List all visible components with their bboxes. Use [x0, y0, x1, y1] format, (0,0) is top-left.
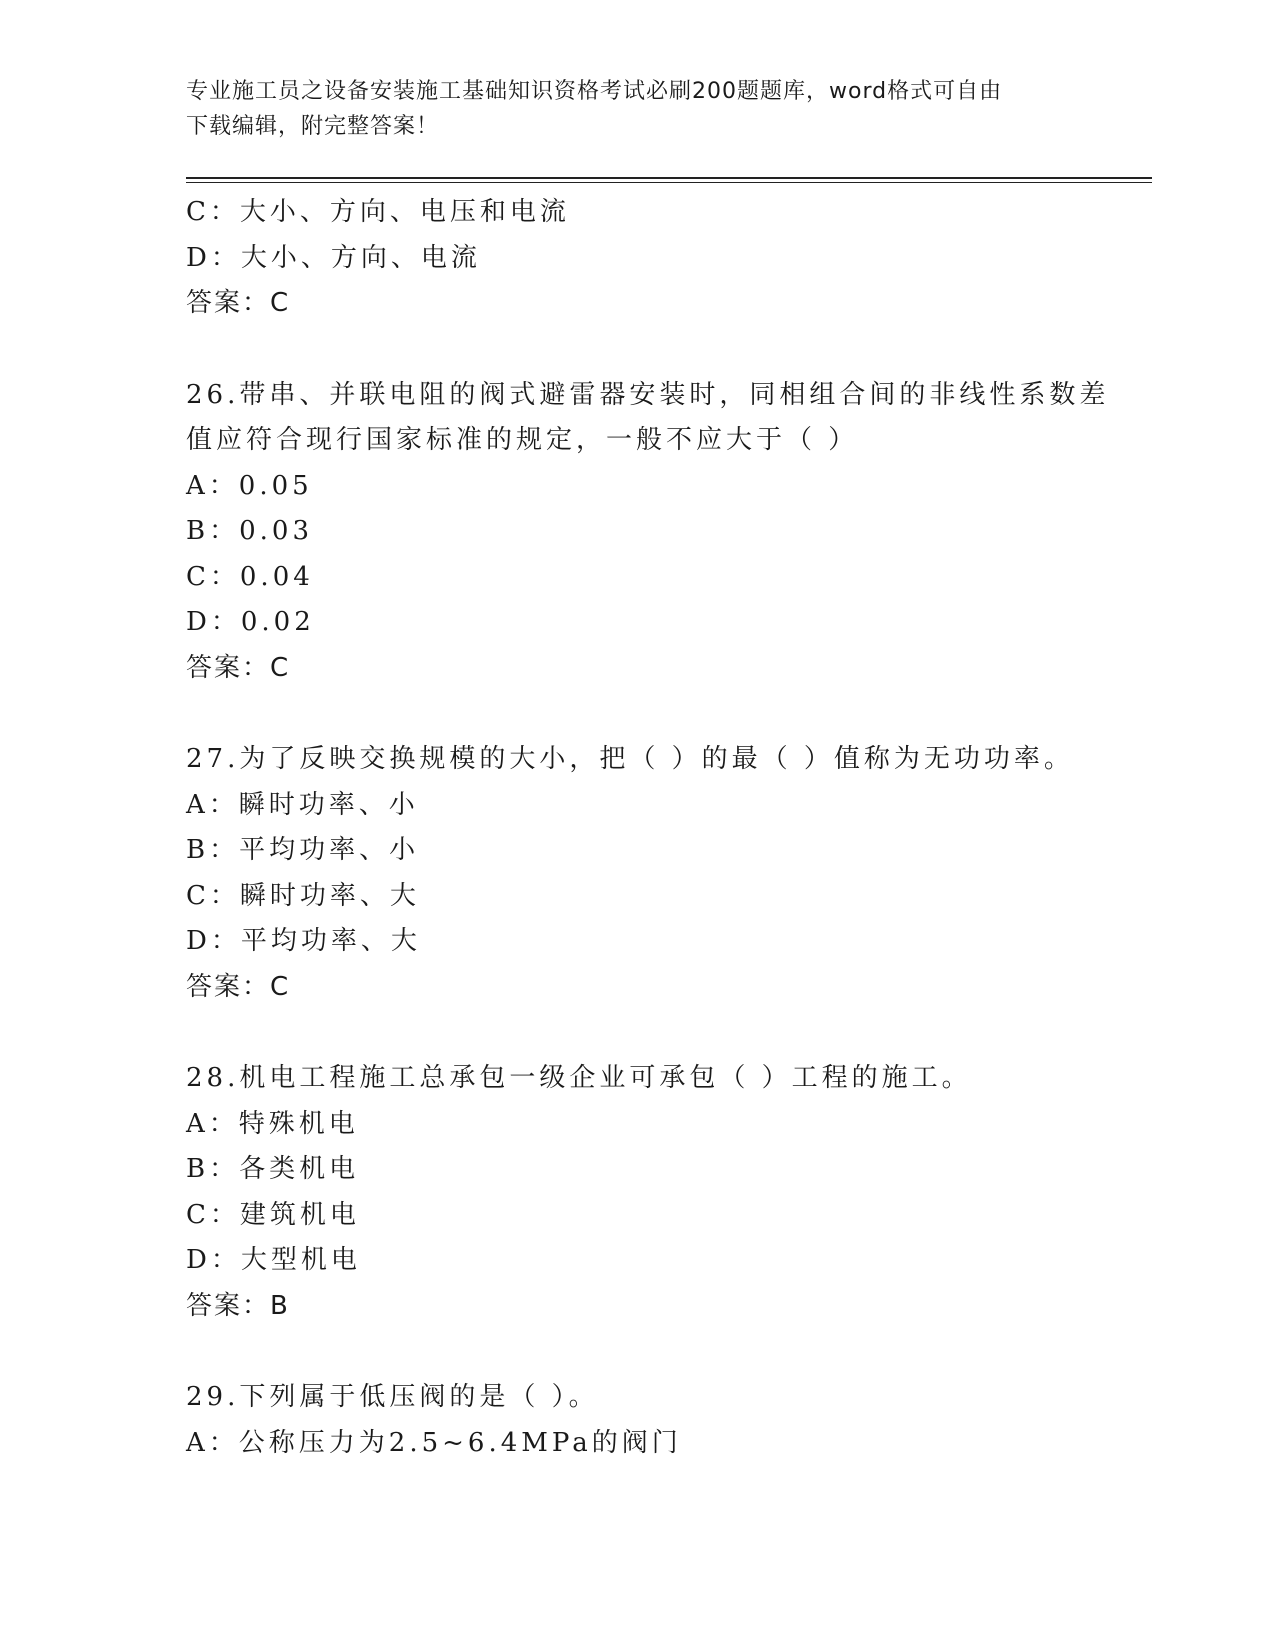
spacer	[186, 1010, 1116, 1056]
option-a: A：0.05	[186, 470, 313, 501]
answer-line: 答案：C	[186, 288, 291, 318]
question-stem-line: 27.为了反映交换规模的大小，把（ ）的最（ ）值称为无功功率。	[186, 744, 1074, 774]
option-b: B：各类机电	[186, 1154, 360, 1184]
answer-line: 答案：C	[186, 971, 291, 1002]
option-a: A：公称压力为2.5~6.4MPa的阀门	[186, 1427, 682, 1458]
option-c: C：大小、方向、电压和电流	[186, 197, 570, 227]
question-28	[186, 1056, 1116, 1329]
document-header	[186, 74, 1066, 144]
question-stem-line: 28.机电工程施工总承包一级企业可承包（ ）工程的施工。	[186, 1063, 972, 1093]
spacer	[186, 327, 1116, 373]
question-stem-line: 值应符合现行国家标准的规定，一般不应大于（ ）	[186, 425, 859, 455]
spacer	[186, 691, 1116, 737]
option-c: C：建筑机电	[186, 1199, 360, 1230]
option-b: B：0.03	[186, 516, 313, 546]
previous-question-tail	[186, 190, 1116, 327]
option-d: D：平均功率、大	[186, 926, 421, 956]
spacer	[186, 1329, 1116, 1375]
question-29	[186, 1375, 1116, 1466]
question-27	[186, 737, 1116, 1010]
header-line-2: 下载编辑，附完整答案！	[186, 114, 440, 139]
option-d: D：大型机电	[186, 1245, 361, 1275]
option-c: C：0.04	[186, 561, 314, 592]
option-a: A：特殊机电	[186, 1108, 359, 1139]
option-d: D：大小、方向、电流	[186, 242, 481, 273]
question-26	[186, 373, 1116, 692]
question-stem-line: 29.下列属于低压阀的是（ ）。	[186, 1382, 599, 1412]
question-content	[186, 190, 1116, 1466]
option-a: A：瞬时功率、小	[186, 789, 419, 820]
answer-line: 答案：C	[186, 652, 291, 683]
header-divider	[186, 177, 1152, 183]
option-b: B：平均功率、小	[186, 835, 420, 865]
answer-line: 答案：B	[186, 1290, 290, 1321]
option-c: C：瞬时功率、大	[186, 880, 420, 911]
question-stem-line: 26.带串、并联电阻的阀式避雷器安装时，同相组合间的非线性系数差	[186, 379, 1110, 410]
header-line-1: 专业施工员之设备安装施工基础知识资格考试必刷200题题库，word格式可自由	[186, 79, 1003, 104]
option-d: D：0.02	[186, 607, 315, 637]
